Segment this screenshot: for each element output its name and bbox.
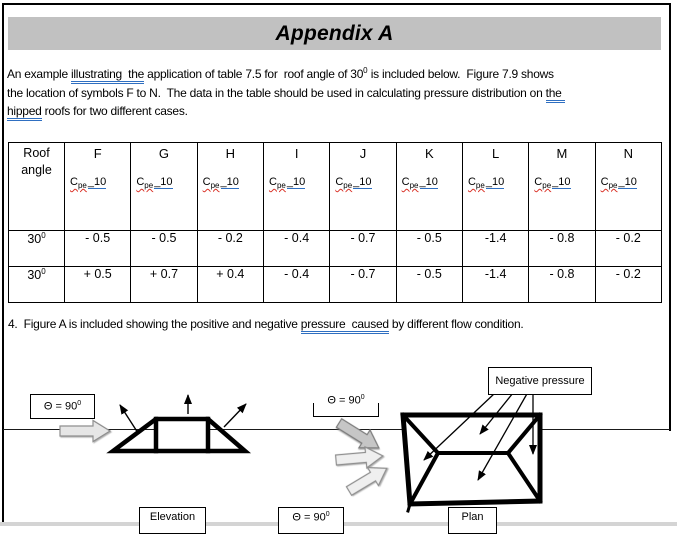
item4-text: by different flow condition. bbox=[388, 317, 524, 331]
column-header-K: K $C_{pe}\_10$ bbox=[396, 143, 462, 231]
cpe10-label: $C_{pe}\_10$ bbox=[70, 176, 107, 191]
page-border-top bbox=[3, 3, 671, 5]
value-cell: - 0.5 bbox=[396, 231, 462, 267]
wind-block-arrow-icon bbox=[333, 414, 384, 457]
column-header-I: I $C_{pe}\_10$ bbox=[263, 143, 329, 231]
suction-arrow-up-left-icon bbox=[120, 405, 138, 433]
cpe10-label: $C_{pe}\_10$ bbox=[401, 176, 438, 191]
value-cell: - 0.2 bbox=[595, 231, 661, 267]
theta-label-elevation: $\Theta = 90^0$ bbox=[30, 394, 95, 419]
grammar-underlined-text: pressure caused bbox=[301, 317, 389, 334]
title-banner bbox=[8, 17, 661, 50]
value-cell: + 0.5 bbox=[65, 267, 131, 303]
intro-text: roofs for two different cases. bbox=[41, 104, 188, 118]
wind-block-arrow-icon bbox=[60, 421, 110, 442]
column-header-M: M $C_{pe}\_10$ bbox=[529, 143, 595, 231]
page-title: Appendix A bbox=[275, 21, 394, 45]
value-cell: - 0.2 bbox=[595, 267, 661, 303]
grammar-underlined-text: illustrating the bbox=[71, 67, 144, 84]
column-header-F: F $C_{pe}\_10$ bbox=[65, 143, 131, 231]
value-cell: - 0.5 bbox=[65, 231, 131, 267]
elevation-caption-box: Elevation bbox=[139, 507, 206, 534]
intro-text: is included below. Figure 7.9 shows bbox=[367, 67, 554, 81]
cpe10-label: $C_{pe}\_10$ bbox=[136, 176, 173, 191]
cpe10-label: $C_{pe}\_10$ bbox=[268, 176, 306, 191]
value-cell: - 0.8 bbox=[529, 267, 595, 303]
column-header-H: H $C_{pe}\_10$ bbox=[197, 143, 263, 231]
value-cell: -1.4 bbox=[462, 231, 528, 267]
column-header-L: L $C_{pe}\_10$ bbox=[462, 143, 528, 231]
value-cell: -1.4 bbox=[462, 267, 528, 303]
cpe10-label: $C_{pe}\_10$ bbox=[467, 176, 505, 191]
suction-arrow-up-right-icon bbox=[224, 404, 246, 427]
grammar-underlined-text: the bbox=[546, 86, 565, 103]
item4-paragraph bbox=[8, 315, 672, 334]
grammar-underlined-text: hipped bbox=[7, 104, 42, 121]
corner-header-cell: Roof angle bbox=[9, 143, 65, 231]
table-header-row bbox=[9, 143, 662, 231]
negative-pressure-label: Negative pressure bbox=[488, 367, 592, 395]
intro-text: the location of symbols F to N. The data in the table should be used in calculating pressure distribution on bbox=[7, 85, 546, 100]
table-row bbox=[9, 231, 662, 267]
cpe10-label: $C_{pe}\_10$ bbox=[534, 176, 571, 191]
value-cell: - 0.5 bbox=[396, 267, 462, 303]
value-cell: - 0.7 bbox=[330, 267, 396, 303]
value-cell: - 0.8 bbox=[529, 231, 595, 267]
intro-paragraph bbox=[7, 62, 675, 121]
cpe10-label: $C_{pe}\_10$ bbox=[202, 176, 239, 191]
cpe10-label: $C_{pe}\_10$ bbox=[335, 176, 372, 191]
theta-caption-box: $\Theta = 90^0$ bbox=[278, 507, 344, 534]
superscript-zero: 0 bbox=[363, 66, 368, 75]
cpe10-label: $C_{pe}\_10$ bbox=[600, 176, 637, 191]
column-header-N: N $C_{pe}\_10$ bbox=[595, 143, 661, 231]
roof-angle-cell: $30^0$ bbox=[9, 267, 65, 303]
column-header-G: G $C_{pe}\_10$ bbox=[131, 143, 197, 231]
item4-text: 4. Figure A is included showing the positive and negative bbox=[8, 317, 301, 331]
value-cell: - 0.4 bbox=[263, 231, 329, 267]
wind-block-arrow-icon bbox=[335, 445, 384, 470]
value-cell: - 0.7 bbox=[330, 231, 396, 267]
value-cell: - 0.2 bbox=[197, 231, 263, 267]
intro-text: application of table 7.5 for roof angle of 30 bbox=[144, 67, 364, 81]
roof-angle-cell: $30^0$ bbox=[9, 231, 65, 267]
value-cell: - 0.4 bbox=[263, 267, 329, 303]
table-row bbox=[9, 267, 662, 303]
value-cell: + 0.7 bbox=[131, 267, 197, 303]
plan-caption-box: Plan bbox=[448, 507, 497, 534]
column-header-J: J $C_{pe}\_10$ bbox=[330, 143, 396, 231]
plan-roof-shape bbox=[403, 415, 540, 511]
value-cell: + 0.4 bbox=[197, 267, 263, 303]
cpe-coefficients-table bbox=[8, 142, 662, 303]
intro-text: An example bbox=[7, 67, 71, 81]
value-cell: - 0.5 bbox=[131, 231, 197, 267]
theta-label-plan: $\Theta = 90^0$ bbox=[313, 403, 379, 417]
